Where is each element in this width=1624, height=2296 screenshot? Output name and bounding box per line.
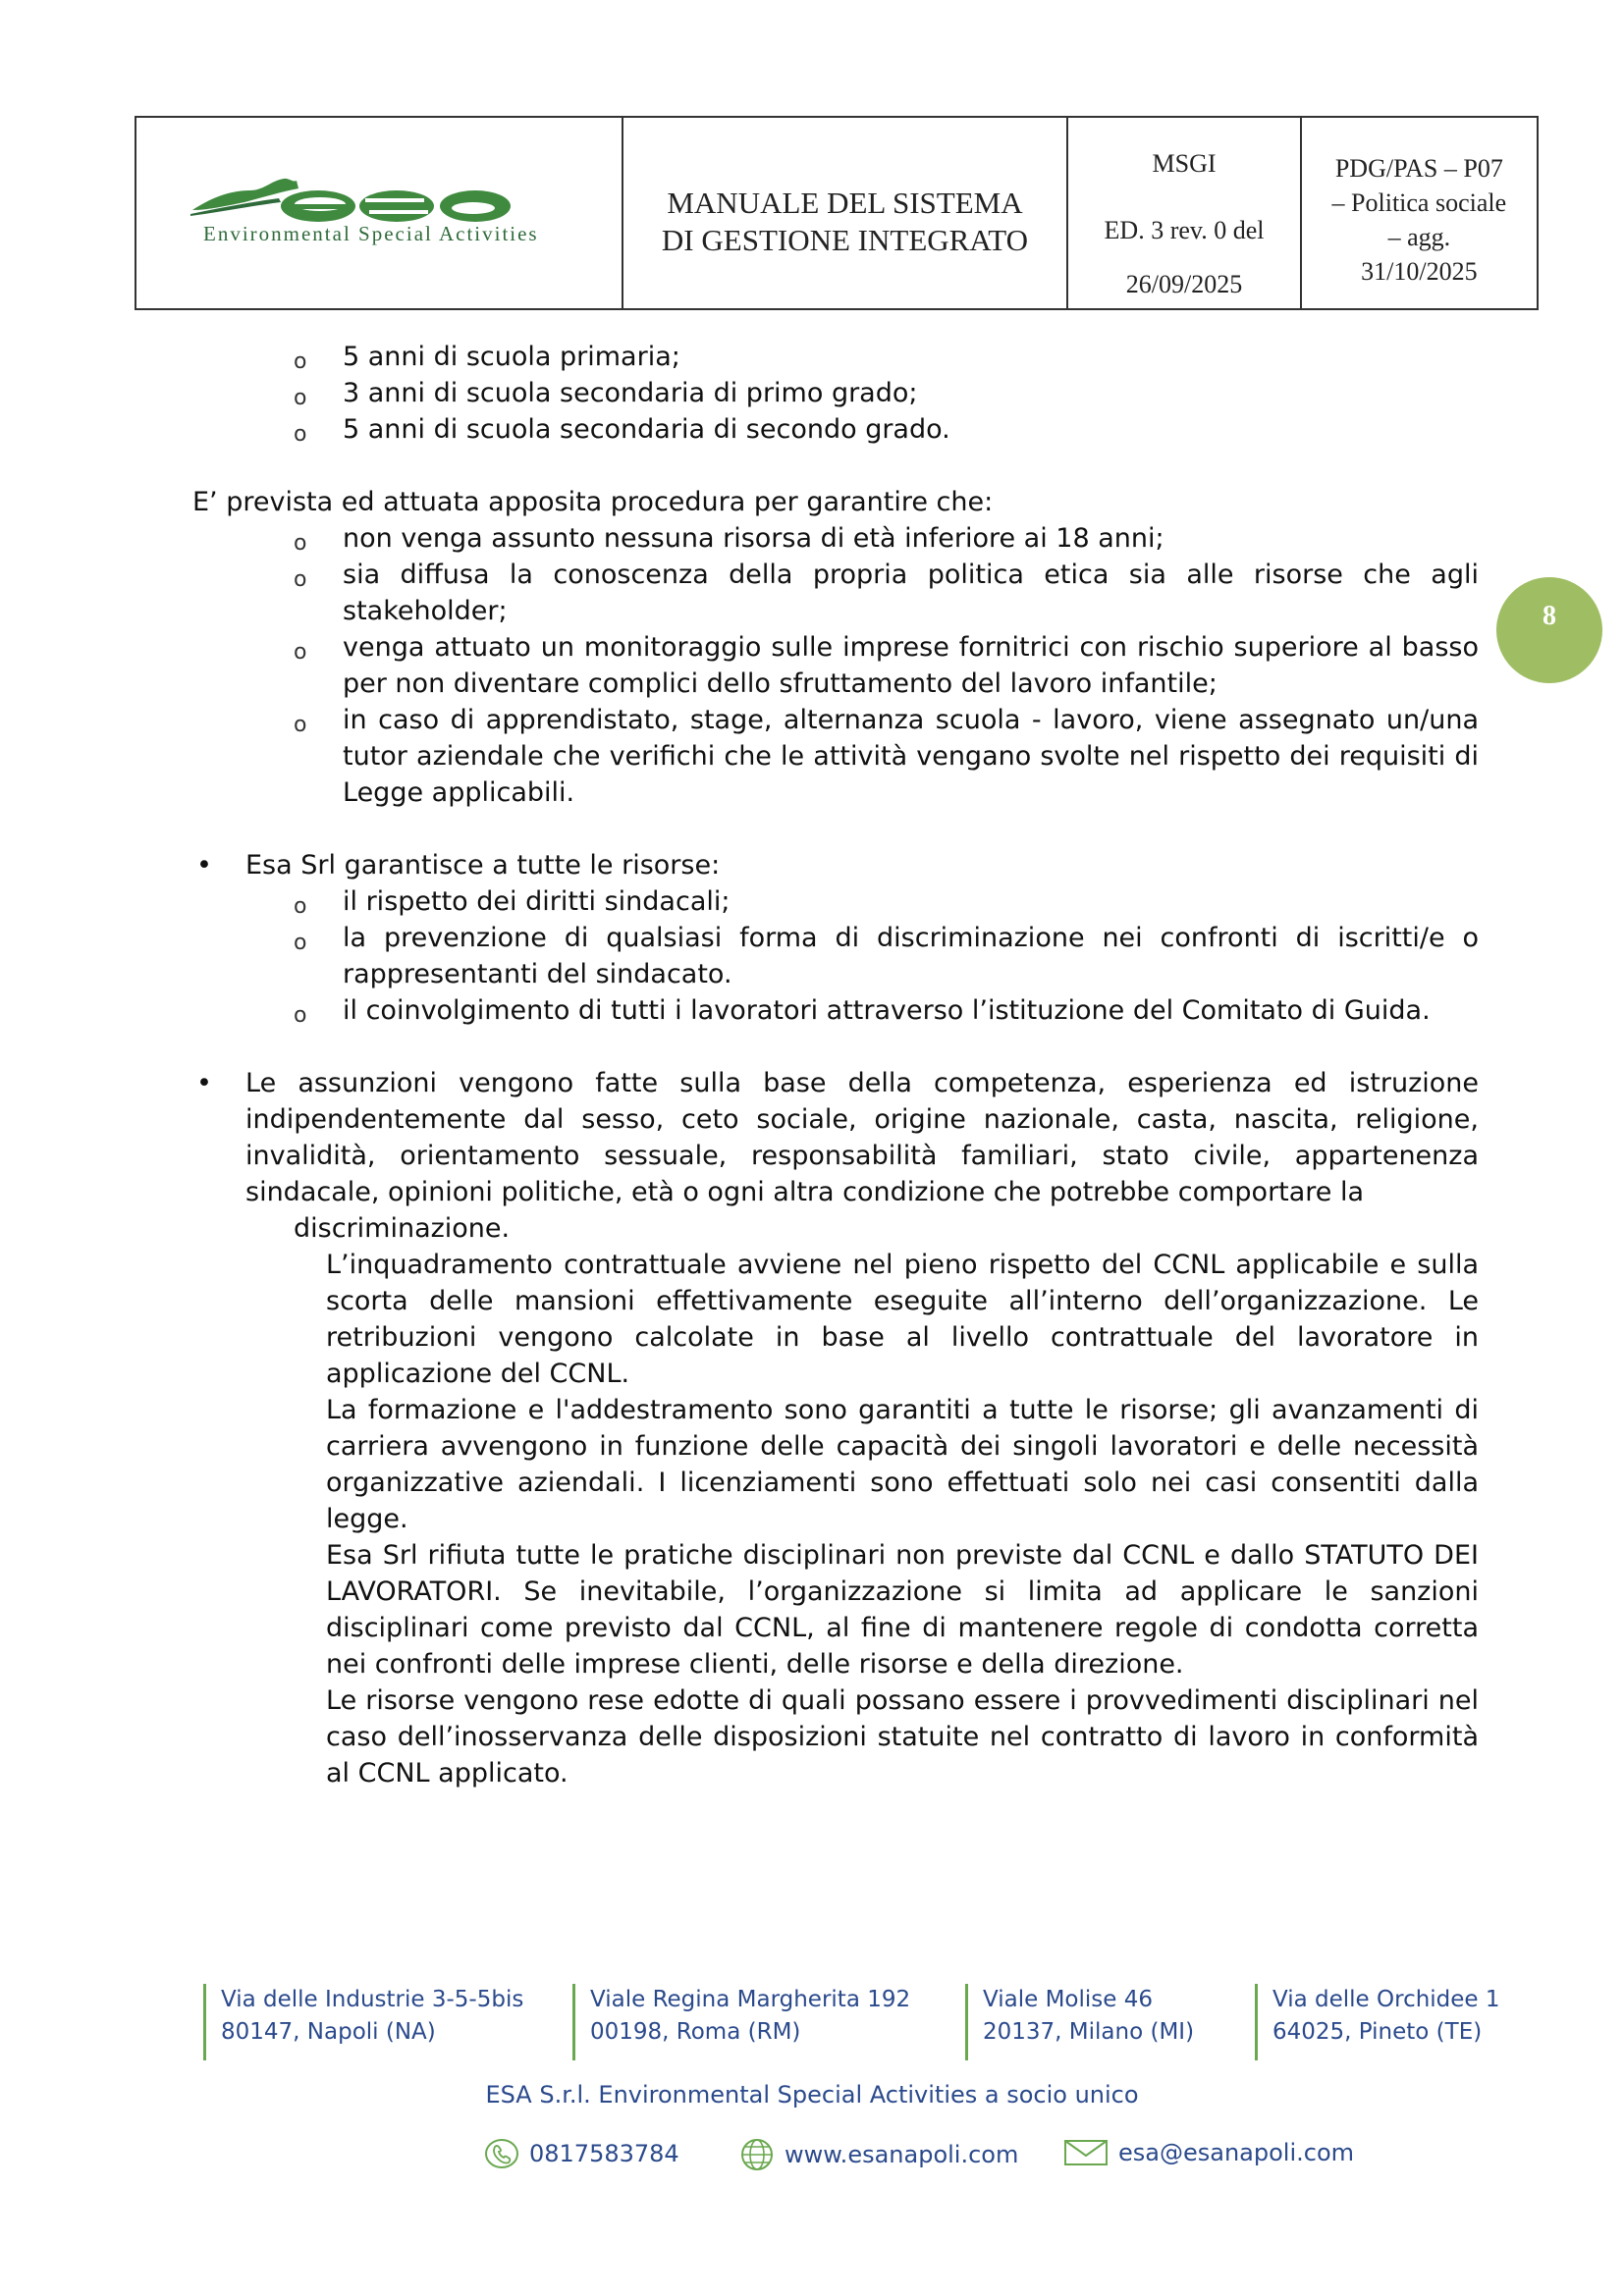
phone-contact[interactable]: [484, 2138, 679, 2169]
title-line-2: DI GESTIONE INTEGRATO: [661, 223, 1029, 257]
circle-bullet-icon: o: [294, 894, 307, 919]
document-body: [192, 339, 1479, 1791]
hiring-text: Le assunzioni vengono fatte sulla base della competenza, esperienza ed istruzione indipendentemente dal sesso, ceto sociale, origine nazionale, casta, nascita, religione, invalidità, orientamento sessuale, responsabilità familiari, stato civile, appartenenza sindacale, opinioni politiche, età o ogni altra condizione che potrebbe comportare la: [245, 1068, 1479, 1207]
dot-bullet-icon: •: [196, 1068, 212, 1098]
hiring-text-end: discriminazione.: [294, 1213, 511, 1244]
address-pineto: Via delle Orchidee 1 64025, Pineto (TE): [1255, 1984, 1500, 2060]
document-header: [135, 116, 1539, 310]
address-napoli: Via delle Industrie 3-5-5bis 80147, Napoli (NA): [203, 1984, 523, 2060]
paragraph: L’inquadramento contrattuale avviene nel pieno rispetto del CCNL applicabile e sulla scorta delle mansioni effettivamente eseguite all’interno dell’organizzazione. Le retribuzioni vengono calcolate in base al livello contrattuale del lavoratore in applicazione del CCNL.: [326, 1250, 1479, 1389]
list-item: o in caso di apprendistato, stage, alternanza scuola - lavoro, viene assegnato un/una tutor aziendale che verifichi che le attività vengano svolte nel rispetto dei requisiti di Legge applicabili.: [294, 705, 1479, 808]
title-line-1: MANUALE DEL SISTEMA: [667, 186, 1023, 220]
doc-ref-cell: [1302, 118, 1537, 308]
envelope-icon: [1063, 2138, 1109, 2167]
list-item: o il rispetto dei diritti sindacali;: [192, 883, 1479, 920]
circle-bullet-icon: o: [294, 713, 307, 737]
paragraph: La formazione e l'addestramento sono garantiti a tutte le risorse; gli avanzamenti di carriera avvengono in funzione delle capacità dei singoli lavoratori e delle necessità organizzative aziendali. I licenziamenti sono effettuati solo nei casi consentiti dalla legge.: [326, 1395, 1479, 1534]
edition-cell: [1068, 118, 1301, 308]
edition-label: ED. 3 rev. 0 del: [1104, 216, 1265, 244]
circle-bullet-icon: o: [294, 422, 307, 447]
list-item: o la prevenzione di qualsiasi forma di discriminazione nei confronti di iscritti/e o rappresentanti del sindacato.: [294, 923, 1479, 989]
dot-bullet-icon: •: [196, 850, 212, 881]
address-roma: Viale Regina Margherita 192 00198, Roma (RM): [572, 1984, 910, 2060]
address-milano: Viale Molise 46 20137, Milano (MI): [965, 1984, 1194, 2060]
company-name: ESA S.r.l. Environmental Special Activities a socio unico: [485, 2081, 1139, 2109]
list-item: o 3 anni di scuola secondaria di primo grado;: [192, 375, 1479, 411]
paragraph: Esa Srl rifiuta tutte le pratiche disciplinari non previste dal CCNL e dallo STATUTO DEI LAVORATORI. Se inevitabile, l’organizzazione si limita ad applicare le sanzioni disciplinari come previsto dal CCNL, al fine di mantenere regole di condotta corretta nei confronti delle imprese clienti, delle risorse e della direzione.: [326, 1540, 1479, 1680]
doc-ref-line-2: – Politica sociale: [1331, 188, 1507, 217]
list-item: o sia diffusa la conoscenza della propria politica etica sia alle risorse che agli stakeholder;: [294, 560, 1479, 626]
circle-bullet-icon: o: [294, 1003, 307, 1028]
list-item: o 5 anni di scuola primaria;: [192, 339, 1479, 375]
procedure-intro: E’ prevista ed attuata apposita procedura per garantire che:: [192, 487, 994, 517]
phone-icon: [484, 2138, 519, 2169]
bullet-item: • Esa Srl garantisce a tutte le risorse:: [192, 847, 1479, 883]
manual-title: [623, 118, 1069, 308]
circle-bullet-icon: o: [294, 567, 307, 592]
list-item: o venga attuato un monitoraggio sulle imprese fornitrici con rischio superiore al basso per non diventare complici dello sfruttamento del lavoro infantile;: [294, 632, 1479, 699]
esa-logo-icon: [190, 169, 514, 228]
edition-date: 26/09/2025: [1125, 270, 1243, 298]
doc-ref-line-4: 31/10/2025: [1361, 257, 1478, 286]
page-number-badge: 8: [1496, 577, 1602, 683]
circle-bullet-icon: o: [294, 531, 307, 556]
circle-bullet-icon: o: [294, 386, 307, 410]
logo-tagline: Environmental Special Activities: [203, 222, 539, 245]
website-url: www.esanapoli.com: [785, 2141, 1019, 2168]
globe-icon: [739, 2138, 775, 2171]
list-item: o 5 anni di scuola secondaria di secondo grado.: [192, 411, 1479, 448]
circle-bullet-icon: o: [294, 640, 307, 665]
website-link[interactable]: [739, 2138, 1018, 2171]
logo-cell: [136, 118, 623, 308]
bullet-item: [192, 1065, 1479, 1210]
system-code: MSGI: [1152, 149, 1217, 178]
email-link[interactable]: [1063, 2138, 1354, 2167]
list-item: o il coinvolgimento di tutti i lavoratori attraverso l’istituzione del Comitato di Guida.: [192, 992, 1479, 1029]
doc-ref-line-1: PDG/PAS – P07: [1334, 154, 1503, 183]
list-item: o non venga assunto nessuna risorsa di età inferiore ai 18 anni;: [192, 520, 1479, 557]
email-address: esa@esanapoli.com: [1118, 2139, 1355, 2166]
paragraph: Le risorse vengono rese edotte di quali possano essere i provvedimenti disciplinari nel caso dell’inosservanza delle disposizioni statuite nel contratto di lavoro in conformità al CCNL applicato.: [326, 1685, 1479, 1789]
circle-bullet-icon: o: [294, 931, 307, 955]
circle-bullet-icon: o: [294, 349, 307, 374]
phone-number: 0817583784: [529, 2140, 679, 2167]
doc-ref-line-3: – agg.: [1387, 223, 1451, 251]
